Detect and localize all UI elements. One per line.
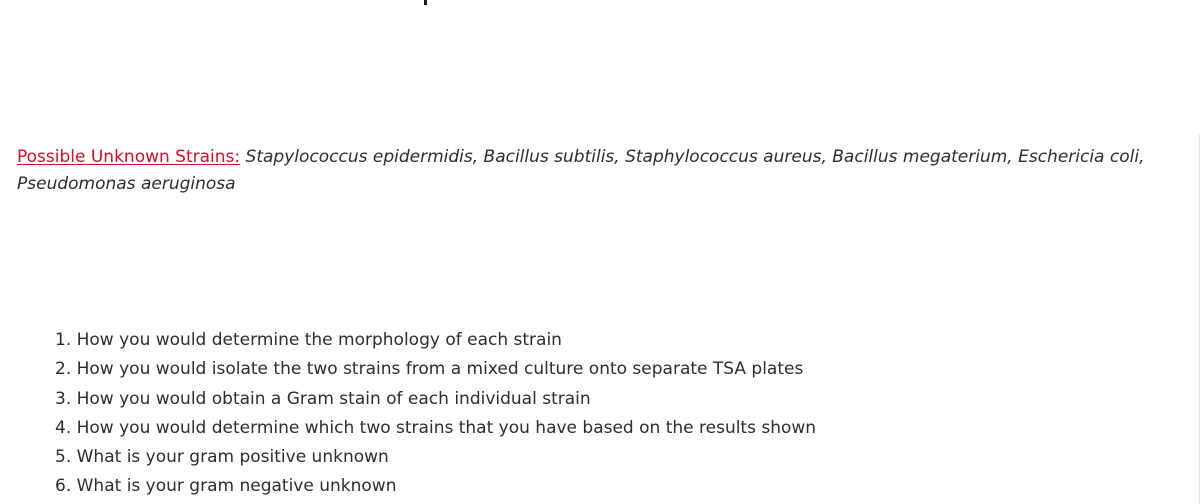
question-item: 4. How you would determine which two strains that you have based on the results shown	[55, 417, 817, 438]
possible-strains-paragraph	[17, 144, 1187, 198]
strains-list-line-1: Stapylococcus epidermidis, Bacillus subtilis, Staphylococcus aureus, Bacillus megaterium, Eschericia coli,	[245, 147, 1145, 167]
question-item: 1. How you would determine the morphology of each strain	[55, 330, 562, 350]
question-item: 3. How you would obtain a Gram stain of each individual strain	[55, 388, 591, 409]
strains-list-line-2: Pseudomonas aeruginosa	[17, 174, 236, 194]
question-item: 5. What is your gram positive unknown	[55, 447, 389, 468]
question-item: 2. How you would isolate the two strains from a mixed culture onto separate TSA plates	[55, 359, 804, 380]
cursor-mark	[424, 0, 427, 5]
question-item: 6. What is your gram negative unknown	[55, 476, 397, 497]
possible-strains-label: Possible Unknown Strains:	[17, 147, 241, 167]
question-list	[55, 326, 816, 502]
